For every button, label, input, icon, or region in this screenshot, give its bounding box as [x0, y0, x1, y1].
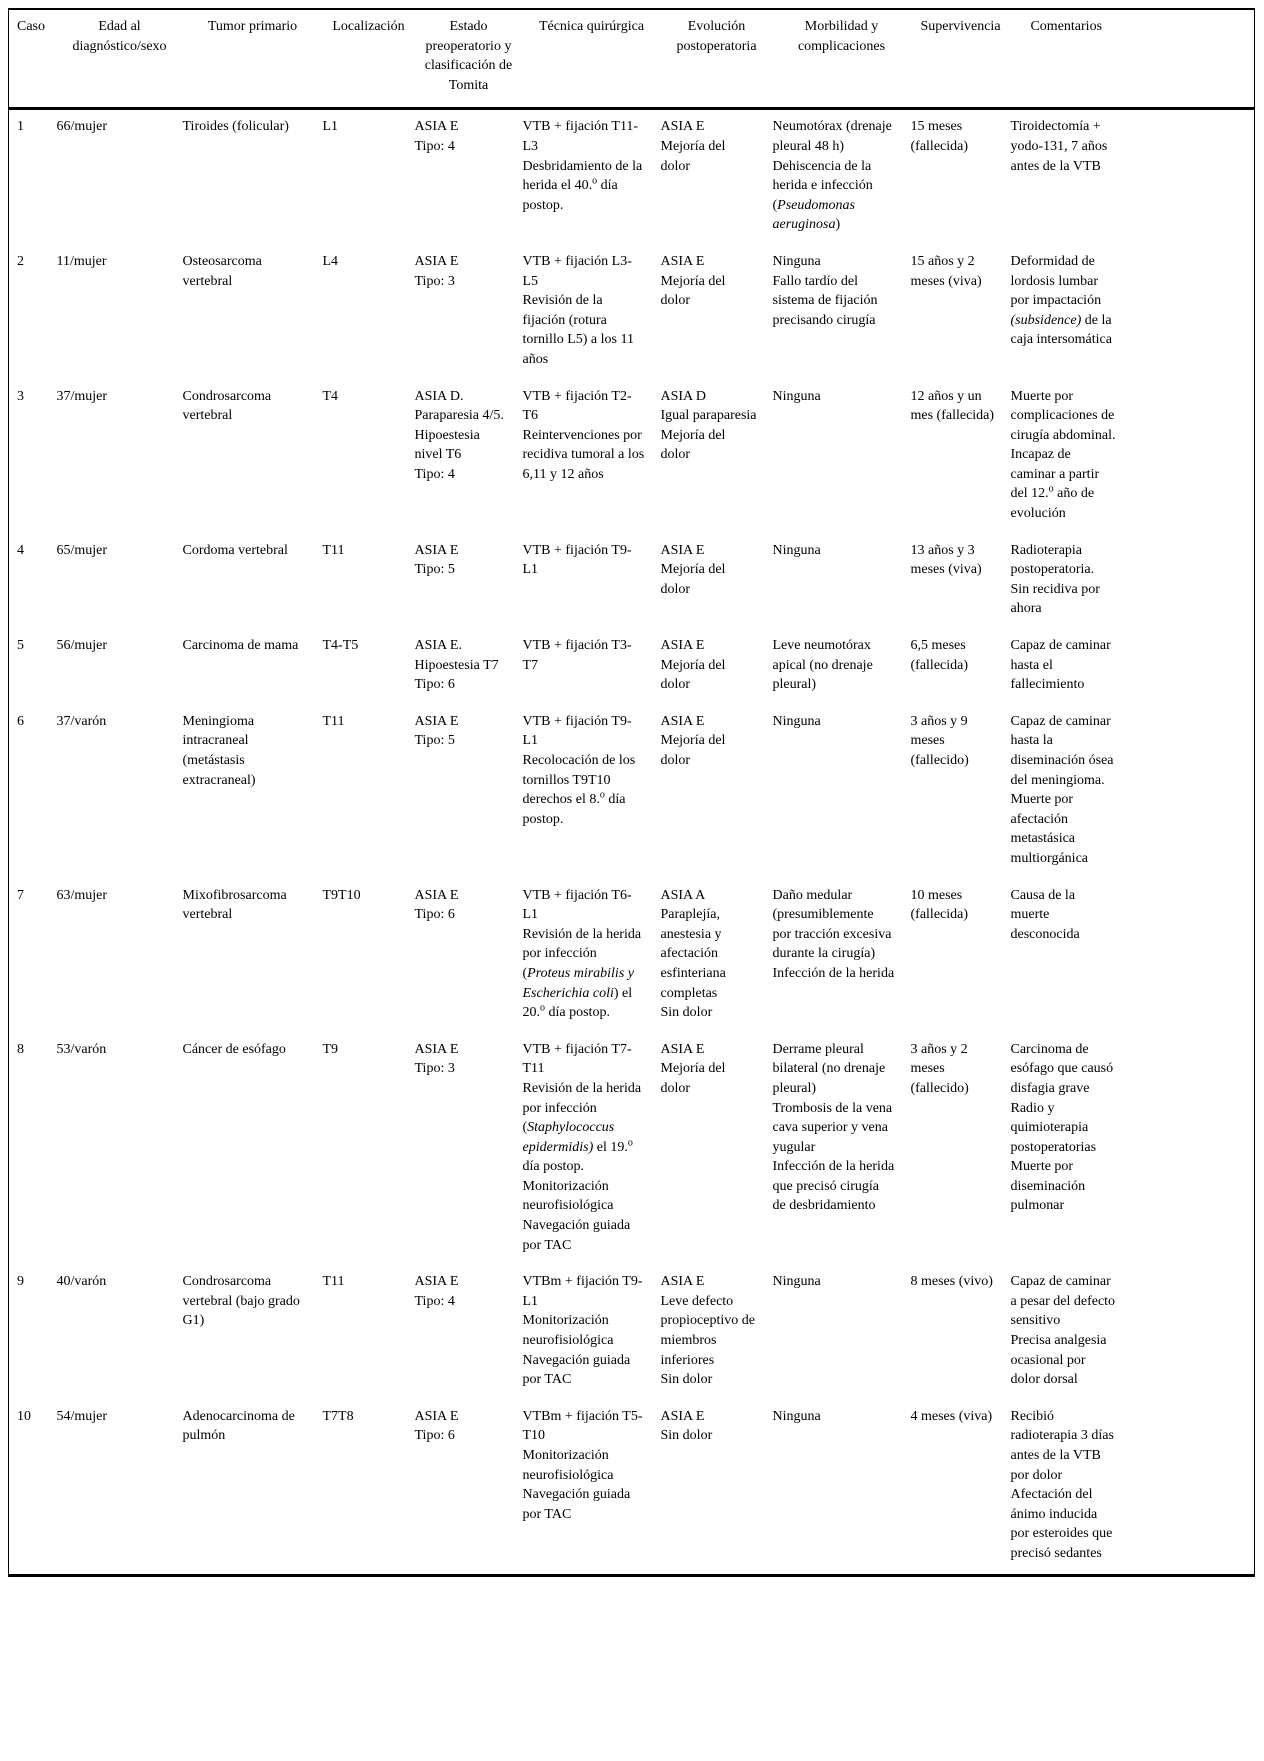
cell-morbilidad: Derrame pleural bilateral (no drenaje pleural) Trombosis de la vena cava superior y vena yugular Infección de la herida que precisó cirugía de desbridamiento [772, 1041, 895, 1214]
table-row [9, 534, 1255, 629]
cell-caso: 5 [17, 638, 24, 654]
cell-supervivencia: 15 años y 2 meses (viva) [910, 253, 982, 289]
cell-localizacion: T4 [322, 388, 339, 404]
table-row [9, 380, 1255, 534]
cell-tumor: Tiroides (folicular) [182, 119, 289, 135]
cell-localizacion: L4 [322, 253, 339, 269]
cell-comentarios: Recibió radioterapia 3 días antes de la VTB por dolor Afectación del ánimo inducida por esteroides que precisó sedantes [1010, 1408, 1114, 1561]
cell-tecnica: VTB + fijación T9-L1 [522, 542, 632, 578]
cell-supervivencia: 13 años y 3 meses (viva) [910, 542, 982, 578]
table-row [9, 879, 1255, 1033]
cell-tumor: Cordoma vertebral [182, 542, 288, 558]
cell-caso: 1 [17, 119, 24, 135]
cell-tecnica: VTB + fijación T9-L1 Recolocación de los tornillos T9T10 derechos el 8.$^o$ día postop. [522, 713, 636, 827]
cell-morbilidad: Ninguna [772, 388, 821, 404]
column-header-estado: Estado preoperatorio y clasificación de Tomita [415, 9, 523, 109]
cell-tecnica: VTB + fijación T3-T7 [522, 638, 632, 673]
cell-morbilidad: Ninguna [772, 542, 821, 558]
cell-supervivencia: 4 meses (viva) [910, 1408, 993, 1424]
cell-edad: 66/mujer [56, 119, 108, 135]
cell-tumor: Cáncer de esófago [182, 1041, 286, 1057]
cell-estado: ASIA E Tipo: 5 [414, 542, 459, 578]
cell-tecnica: VTB + fijación T6-L1 Revisión de la herida por infección (Proteus mirabilis y Escherichia coli) el 20.$^o$ día postop. [522, 887, 642, 1021]
column-header-comentarios: Comentarios [1011, 9, 1255, 109]
cell-morbilidad: Neumotórax (drenaje pleural 48 h) Dehiscencia de la herida e infección (Pseudomonas aeruginosa) [772, 119, 892, 233]
cell-tumor: Condrosarcoma vertebral (bajo grado G1) [182, 1274, 300, 1329]
column-header-edad: Edad al diagnóstico/sexo [57, 9, 183, 109]
cell-localizacion: T11 [322, 542, 345, 558]
cell-tecnica: VTB + fijación T7-T11 Revisión de la herida por infección (Staphylococcus epidermidis) el 19.$^o$ día postop. Monitorización neurofisiológica Navegación guiada por TAC [522, 1041, 642, 1253]
cell-estado: ASIA E Tipo: 3 [414, 253, 459, 289]
cell-morbilidad: Leve neumotórax apical (no drenaje pleural) [772, 638, 873, 693]
column-header-caso: Caso [9, 9, 57, 109]
cell-estado: ASIA E Tipo: 4 [414, 119, 459, 154]
cell-edad: 11/mujer [56, 253, 107, 269]
cell-evolucion: ASIA E Mejoría del dolor [660, 638, 726, 693]
cell-tecnica: VTB + fijación T2-T6 Reintervenciones por recidiva tumoral a los 6,11 y 12 años [522, 388, 645, 482]
cell-caso: 4 [17, 542, 24, 558]
cell-tumor: Condrosarcoma vertebral [182, 388, 272, 424]
column-header-morbilidad: Morbilidad y complicaciones [773, 9, 911, 109]
cell-evolucion: ASIA D Igual paraparesia Mejoría del dolor [660, 388, 757, 463]
cell-edad: 53/varón [56, 1041, 107, 1057]
cell-caso: 3 [17, 388, 24, 404]
cell-edad: 40/varón [56, 1274, 107, 1290]
cell-morbilidad: Ninguna [772, 1408, 821, 1424]
cell-tecnica: VTB + fijación L3-L5 Revisión de la fijación (rotura tornillo L5) a los 11 años [522, 253, 634, 367]
cell-edad: 37/mujer [56, 388, 108, 404]
cell-estado: ASIA E Tipo: 6 [414, 887, 459, 923]
cell-evolucion: ASIA A Paraplejía, anestesia y afectación esfinteriana completas Sin dolor [660, 887, 726, 1021]
cell-estado: ASIA E Tipo: 5 [414, 713, 459, 749]
table-body [9, 109, 1255, 1575]
column-header-supervivencia: Supervivencia [911, 9, 1011, 109]
column-header-tecnica: Técnica quirúrgica [523, 9, 661, 109]
cell-evolucion: ASIA E Mejoría del dolor [660, 713, 726, 768]
cell-edad: 65/mujer [56, 542, 108, 558]
cell-evolucion: ASIA E Leve defecto propioceptivo de miembros inferiores Sin dolor [660, 1274, 755, 1388]
cell-comentarios: Radioterapia postoperatoria. Sin recidiva por ahora [1010, 542, 1100, 617]
table-row [9, 1033, 1255, 1266]
cell-comentarios: Deformidad de lordosis lumbar por impactación (subsidence) de la caja intersomática [1010, 253, 1112, 348]
cell-evolucion: ASIA E Mejoría del dolor [660, 1041, 726, 1096]
cell-tumor: Mixofibrosarcoma vertebral [182, 887, 287, 923]
cell-supervivencia: 15 meses (fallecida) [910, 119, 969, 154]
header-row [9, 9, 1255, 109]
cell-localizacion: T9 [322, 1041, 339, 1057]
cell-tumor: Meningioma intracraneal (metástasis extracraneal) [182, 713, 256, 788]
column-header-evolucion: Evolución postoperatoria [661, 9, 773, 109]
cell-supervivencia: 3 años y 9 meses (fallecido) [910, 713, 969, 768]
cell-localizacion: T4-T5 [322, 638, 359, 654]
cell-comentarios: Tiroidectomía + yodo-131, 7 años antes de la VTB [1010, 119, 1108, 174]
cell-localizacion: T11 [322, 1274, 345, 1290]
table-head [9, 9, 1255, 109]
cell-supervivencia: 3 años y 2 meses (fallecido) [910, 1041, 969, 1096]
cell-evolucion: ASIA E Sin dolor [660, 1408, 713, 1444]
cell-supervivencia: 10 meses (fallecida) [910, 887, 969, 923]
cell-comentarios: Capaz de caminar a pesar del defecto sensitivo Precisa analgesia ocasional por dolor dorsal [1010, 1274, 1116, 1388]
cell-caso: 10 [17, 1408, 31, 1424]
cell-estado: ASIA E. Hipoestesia T7 Tipo: 6 [414, 638, 499, 693]
cell-comentarios: Capaz de caminar hasta el fallecimiento [1010, 638, 1111, 693]
cell-tecnica: VTB + fijación T11-L3 Desbridamiento de la herida el 40.$^o$ día postop. [522, 119, 643, 213]
cell-tecnica: VTBm + fijación T5-T10 Monitorización neurofisiológica Navegación guiada por TAC [522, 1408, 643, 1522]
cell-supervivencia: 6,5 meses (fallecida) [910, 638, 969, 673]
cell-morbilidad: Ninguna [772, 1274, 821, 1290]
cell-caso: 8 [17, 1041, 24, 1057]
cell-tumor: Osteosarcoma vertebral [182, 253, 262, 289]
cell-caso: 7 [17, 887, 24, 903]
cell-evolucion: ASIA E Mejoría del dolor [660, 542, 726, 597]
cell-evolucion: ASIA E Mejoría del dolor [660, 119, 726, 174]
cell-caso: 6 [17, 713, 24, 729]
table-row [9, 1265, 1255, 1400]
table-row [9, 629, 1255, 705]
table-row [9, 1400, 1255, 1575]
cell-comentarios: Causa de la muerte desconocida [1010, 887, 1080, 942]
cell-edad: 56/mujer [56, 638, 108, 654]
cell-edad: 63/mujer [56, 887, 108, 903]
cell-edad: 37/varón [56, 713, 107, 729]
cell-comentarios: Capaz de caminar hasta la diseminación ósea del meningioma. Muerte por afectación metastásica multiorgánica [1010, 713, 1114, 866]
column-header-tumor: Tumor primario [183, 9, 323, 109]
table-row [9, 245, 1255, 380]
table-row [9, 109, 1255, 245]
cell-tumor: Carcinoma de mama [182, 638, 299, 654]
clinical-cases-table [8, 8, 1255, 1577]
cell-supervivencia: 8 meses (vivo) [910, 1274, 993, 1290]
cell-comentarios: Muerte por complicaciones de cirugía abdominal. Incapaz de caminar a partir del 12.$^o$ año de evolución [1010, 388, 1116, 522]
cell-morbilidad: Ninguna [772, 713, 821, 729]
cell-estado: ASIA D. Paraparesia 4/5. Hipoestesia nivel T6 Tipo: 4 [414, 388, 504, 482]
cell-localizacion: L1 [322, 119, 339, 135]
cell-tumor: Adenocarcinoma de pulmón [182, 1408, 295, 1444]
cell-tecnica: VTBm + fijación T9-L1 Monitorización neurofisiológica Navegación guiada por TAC [522, 1274, 643, 1388]
cell-estado: ASIA E Tipo: 3 [414, 1041, 459, 1077]
cell-edad: 54/mujer [56, 1408, 108, 1424]
cell-caso: 9 [17, 1274, 24, 1290]
cell-localizacion: T7T8 [322, 1408, 354, 1424]
cell-comentarios: Carcinoma de esófago que causó disfagia grave Radio y quimioterapia postoperatorias Muerte por diseminación pulmonar [1010, 1041, 1114, 1214]
cell-estado: ASIA E Tipo: 6 [414, 1408, 459, 1444]
cell-estado: ASIA E Tipo: 4 [414, 1274, 459, 1309]
cell-caso: 2 [17, 253, 24, 269]
cell-localizacion: T9T10 [322, 887, 361, 903]
cell-evolucion: ASIA E Mejoría del dolor [660, 253, 726, 309]
table-row [9, 705, 1255, 879]
column-header-localizacion: Localización [323, 9, 415, 109]
cell-supervivencia: 12 años y un mes (fallecida) [910, 388, 995, 424]
cell-morbilidad: Ninguna Fallo tardío del sistema de fijación precisando cirugía [772, 253, 878, 328]
cell-localizacion: T11 [322, 713, 345, 729]
cell-morbilidad: Daño medular (presumiblemente por tracción excesiva durante la cirugía) Infección de la herida [772, 887, 895, 981]
